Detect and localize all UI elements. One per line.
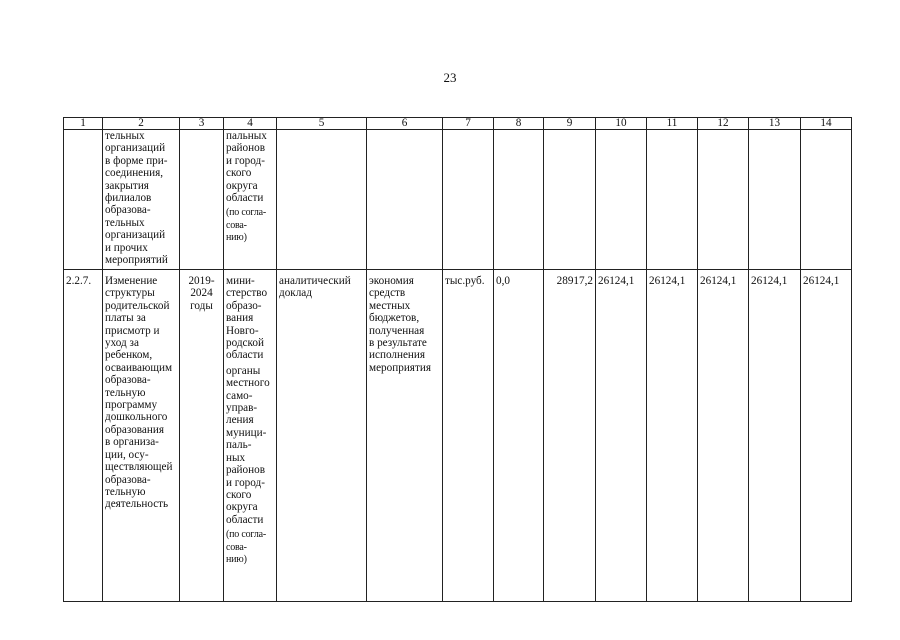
period: 2019- 2024 годы (180, 270, 224, 602)
item-number: 2.2.7. (64, 270, 103, 602)
header-cell: 3 (180, 118, 224, 130)
header-cell: 4 (224, 118, 277, 130)
executor-continued (224, 130, 277, 270)
table-cell (494, 130, 544, 270)
table-cell (749, 130, 801, 270)
table-cell (277, 130, 367, 270)
table-cell (698, 130, 749, 270)
executor (224, 270, 277, 602)
header-cell: 7 (443, 118, 494, 130)
header-cell: 2 (103, 118, 180, 130)
value-col12: 26124,1 (698, 270, 749, 602)
value-col8: 0,0 (494, 270, 544, 602)
table-cell (647, 130, 698, 270)
header-cell: 9 (544, 118, 596, 130)
measure-name: Изменение структуры родительской платы за присмотр и уход за ребенком, осваивающим образова- тельную программу дошкольного образования в организа- ции, осу- ществляющей образова- тельную деятельность (103, 270, 180, 602)
value-col14: 26124,1 (801, 270, 852, 602)
value-col13: 26124,1 (749, 270, 801, 602)
executor-note: (по согла- сова- нию) (226, 529, 266, 565)
executor-text: пальных районов и город- ского округа области (226, 130, 267, 205)
table-cell (367, 130, 443, 270)
executor-ministry: мини- стерство образо- вания Новго- родской области (226, 275, 268, 362)
header-cell: 6 (367, 118, 443, 130)
measure-name-continued: тельных организаций в форме при- соединения, закрытия филиалов образова- тельных организаций и прочих мероприятий (103, 130, 180, 270)
executor-note: (по согла- сова- нию) (226, 207, 266, 244)
table-row (64, 270, 852, 602)
table-cell (801, 130, 852, 270)
header-cell: 14 (801, 118, 852, 130)
header-cell: 1 (64, 118, 103, 130)
value-col10: 26124,1 (596, 270, 647, 602)
value-col11: 26124,1 (647, 270, 698, 602)
header-cell: 13 (749, 118, 801, 130)
header-cell: 12 (698, 118, 749, 130)
table-row (64, 130, 852, 270)
value-col9: 28917,2 (544, 270, 596, 602)
table-header-row (64, 118, 852, 130)
table-cell (544, 130, 596, 270)
table-cell (64, 130, 103, 270)
header-cell: 10 (596, 118, 647, 130)
unit: тыс.руб. (443, 270, 494, 602)
table-cell (180, 130, 224, 270)
header-cell: 8 (494, 118, 544, 130)
table-cell (596, 130, 647, 270)
page-number: 23 (443, 70, 457, 85)
executor-local-authorities: органы местного само- управ- ления муници- паль- ных районов и город- ского округа области (226, 364, 270, 526)
header-cell: 5 (277, 118, 367, 130)
measures-table (63, 117, 852, 602)
header-cell: 11 (647, 118, 698, 130)
table-cell (443, 130, 494, 270)
result-form: аналитический доклад (277, 270, 367, 602)
indicator: экономия средств местных бюджетов, полученная в результате исполнения мероприятия (367, 270, 443, 602)
